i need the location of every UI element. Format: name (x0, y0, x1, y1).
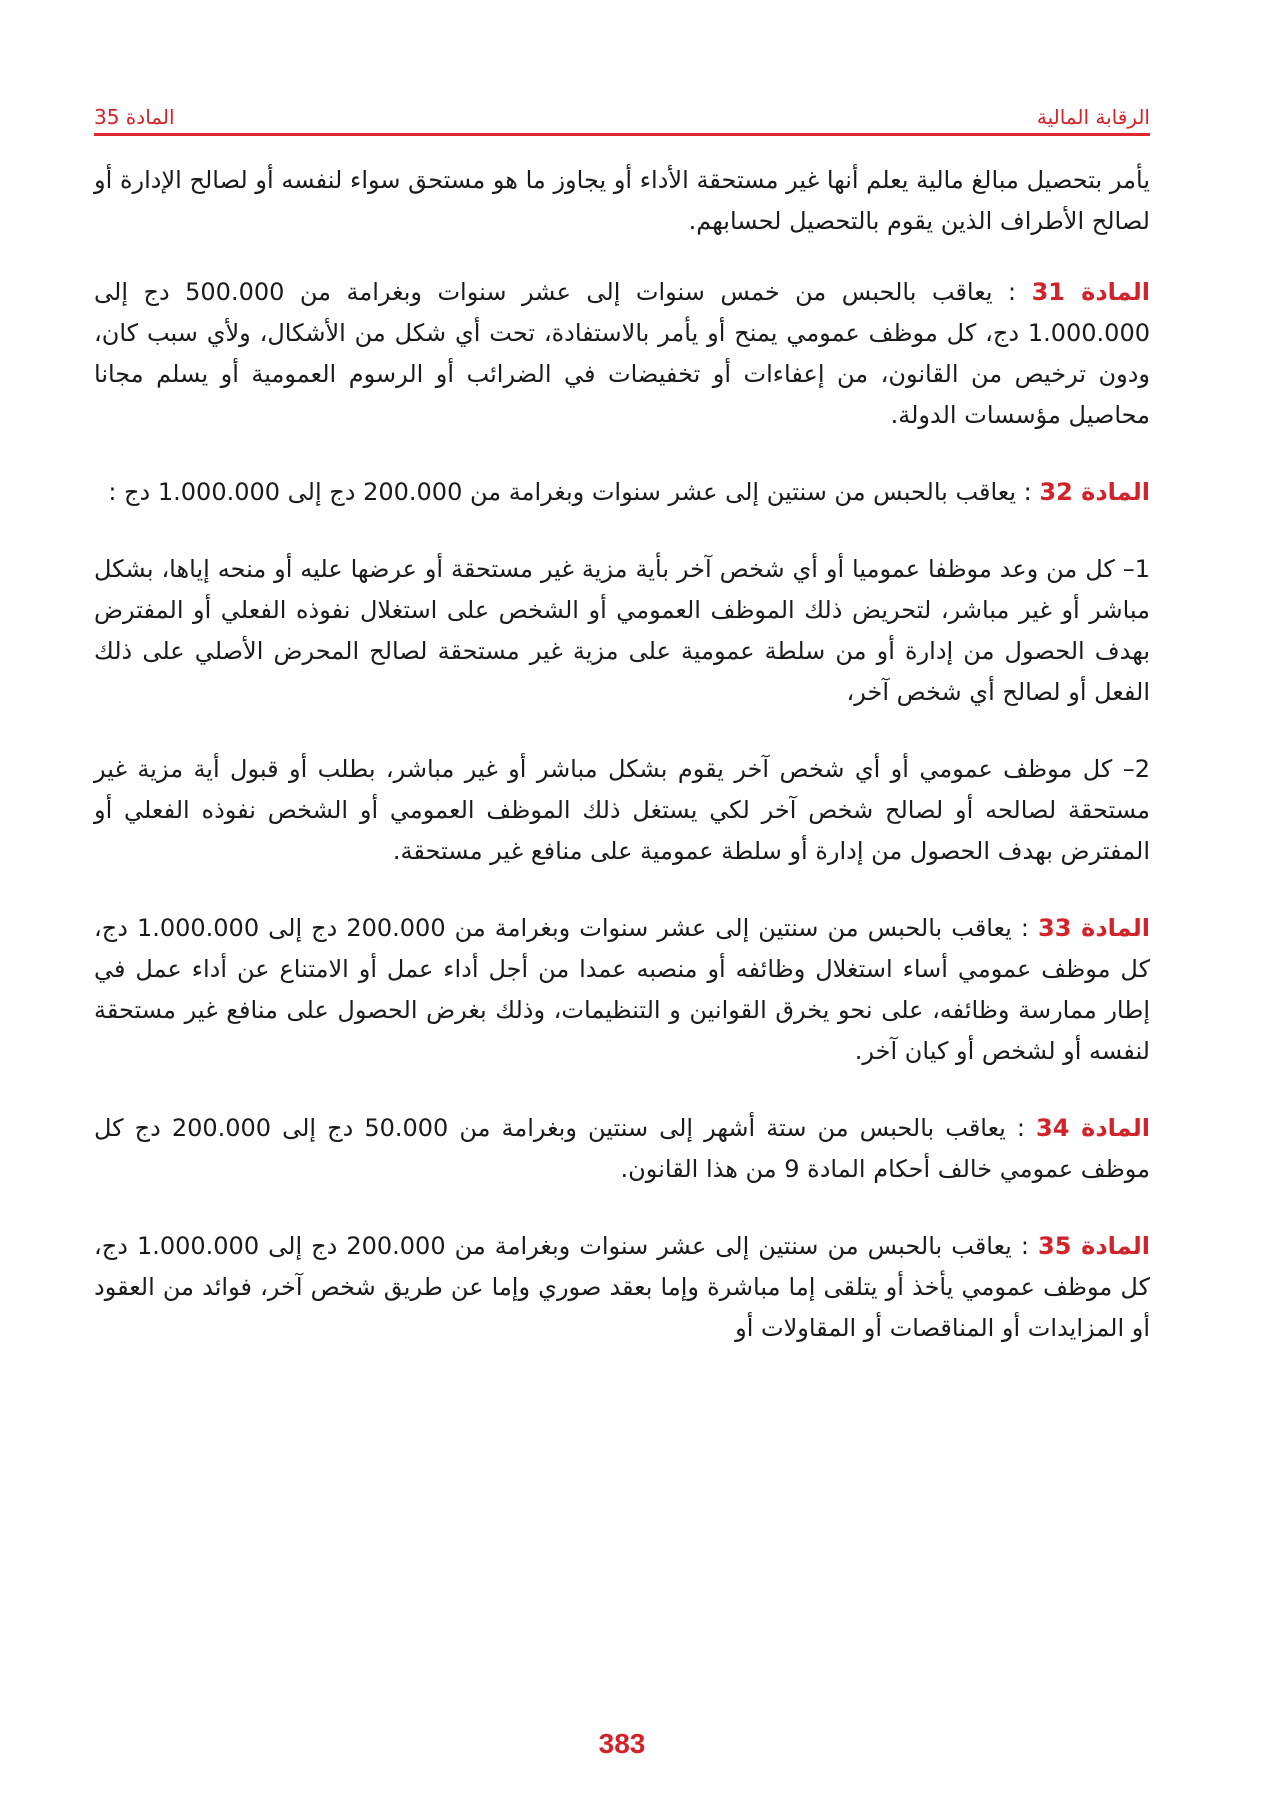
article-label: المادة 34 (1036, 1114, 1150, 1142)
paragraph-article-32-item-1 (94, 549, 1150, 713)
paragraph-text: : يعاقب بالحبس من سنتين إلى عشر سنوات وبغرامة من 200.000 دج إلى 1.000.000 دج، كل موظف عمومي أساء استغلال وظائفه أو منصبه عمدا من أجل أداء عمل أو الامتناع عن أداء عمل في إطار ممارسة وظائفه، على نحو يخرق القوانين و التنظيمات، وذلك بغرض الحصول على منافع غير مستحقة لنفسه أو لشخص أو كيان آخر. (94, 914, 1150, 1065)
body-text (94, 160, 1150, 1385)
paragraph-article-31 (94, 272, 1150, 436)
article-label: المادة 31 (1031, 278, 1151, 306)
paragraph-text: : يعاقب بالحبس من خمس سنوات إلى عشر سنوات وبغرامة من 500.000 دج إلى 1.000.000 دج، كل موظف عمومي يمنح أو يأمر بالاستفادة، تحت أي شكل من الأشكال، ولأي سبب كان، ودون ترخيص من القانون، من إعفاءات أو تخفيضات في الضرائب أو الرسوم العمومية أو يسلم مجانا محاصيل مؤسسات الدولة. (94, 278, 1150, 429)
paragraph-continuation (94, 160, 1150, 242)
paragraph-article-34 (94, 1108, 1150, 1190)
paragraph-article-35 (94, 1226, 1150, 1349)
paragraph-article-32 (94, 472, 1150, 513)
header-article-ref: المادة 35 (94, 105, 175, 129)
header-section-title: الرقابة المالية (1036, 105, 1150, 129)
article-label: المادة 32 (1039, 478, 1150, 506)
paragraph-text: 1– كل من وعد موظفا عموميا أو أي شخص آخر بأية مزية غير مستحقة أو عرضها عليه أو منحه إياها، بشكل مباشر أو غير مباشر، لتحريض ذلك الموظف العمومي أو الشخص على استغلال نفوذه الفعلي أو المفترض بهدف الحصول من إدارة أو من سلطة عمومية على مزية غير مستحقة لصالح المحرض الأصلي على ذلك الفعل أو لصالح أي شخص آخر، (94, 555, 1150, 706)
paragraph-text: : يعاقب بالحبس من ستة أشهر إلى سنتين وبغرامة من 50.000 دج إلى 200.000 دج كل موظف عمومي خالف أحكام المادة 9 من هذا القانون. (94, 1114, 1150, 1183)
running-header (94, 96, 1150, 136)
paragraph-text: 2– كل موظف عمومي أو أي شخص آخر يقوم بشكل مباشر أو غير مباشر، بطلب أو قبول أية مزية غير مستحقة لصالحه أو لصالح شخص آخر لكي يستغل ذلك الموظف العمومي أو الشخص نفوذه الفعلي أو المفترض بهدف الحصول من إدارة أو سلطة عمومية على منافع غير مستحقة. (94, 755, 1150, 865)
paragraph-text: يأمر بتحصيل مبالغ مالية يعلم أنها غير مستحقة الأداء أو يجاوز ما هو مستحق سواء لنفسه أو لصالح الإدارة أو لصالح الأطراف الذين يقوم بالتحصيل لحسابهم. (94, 166, 1150, 235)
article-label: المادة 35 (1038, 1232, 1150, 1260)
article-label: المادة 33 (1038, 914, 1150, 942)
paragraph-article-32-item-2 (94, 749, 1150, 872)
paragraph-text: : يعاقب بالحبس من سنتين إلى عشر سنوات وبغرامة من 200.000 دج إلى 1.000.000 دج، كل موظف عمومي يأخذ أو يتلقى إما مباشرة وإما بعقد صوري وإما عن طريق شخص آخر، فوائد من العقود أو المزايدات أو المناقصات أو المقاولات أو (94, 1232, 1150, 1342)
page-number: 383 (598, 1728, 646, 1759)
paragraph-text: : يعاقب بالحبس من سنتين إلى عشر سنوات وبغرامة من 200.000 دج إلى 1.000.000 دج : (108, 478, 1040, 506)
document-page (94, 0, 1150, 1800)
paragraph-article-33 (94, 908, 1150, 1072)
